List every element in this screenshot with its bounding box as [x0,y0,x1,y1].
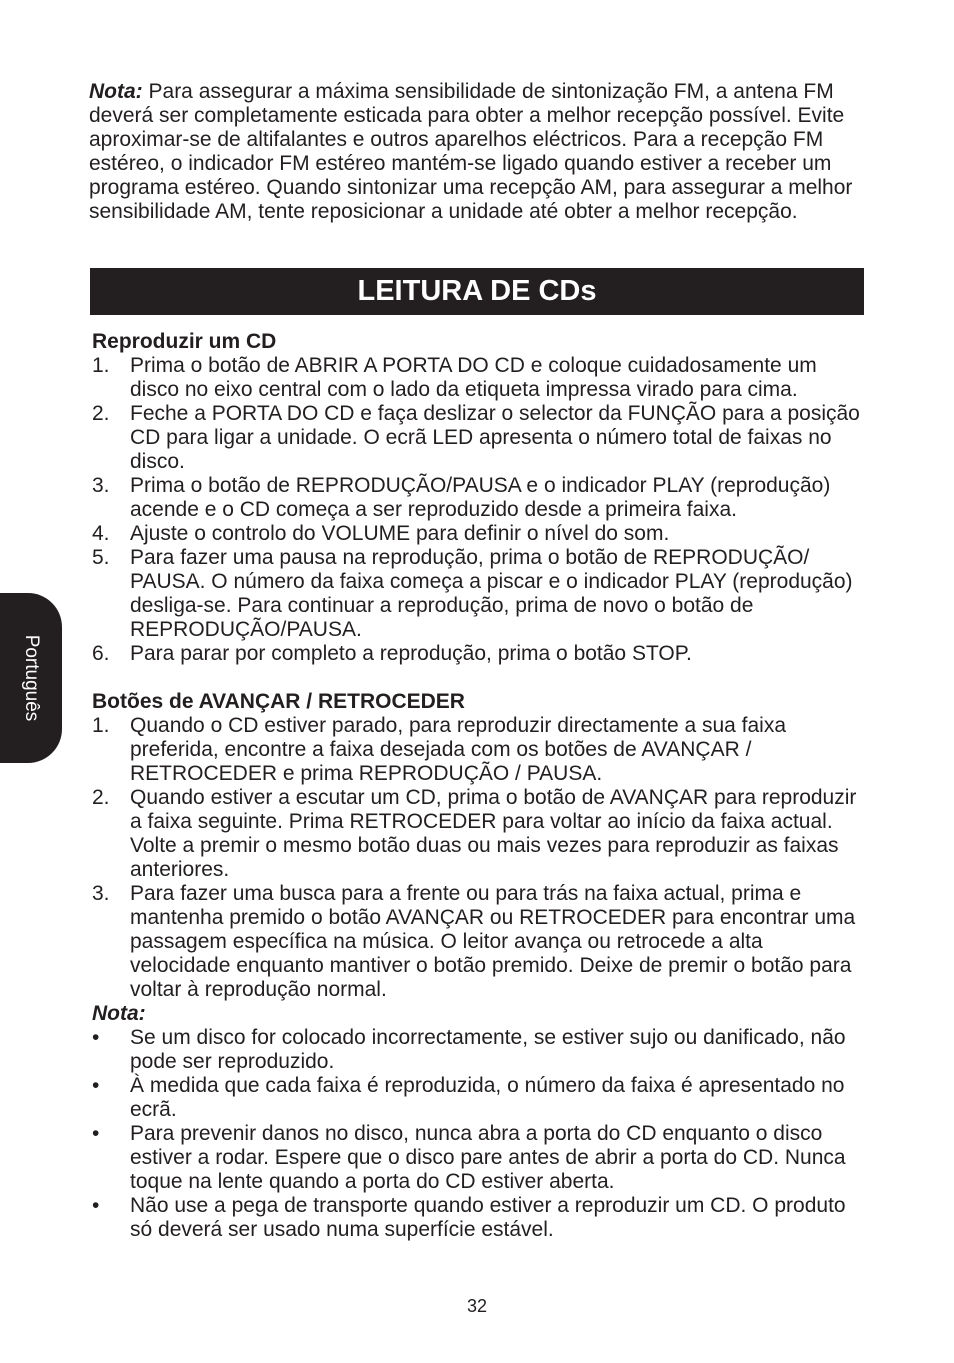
list-item [92,546,868,642]
bullet-item [92,1122,868,1194]
list-number: 3. [92,474,110,497]
list-item-text: Para parar por completo a reprodução, prima o botão STOP. [130,642,692,665]
list-item [92,642,868,666]
list-item [92,522,868,546]
language-side-tab [0,593,62,763]
list-number: 1. [92,714,110,737]
list-item [92,786,868,882]
list-number: 2. [92,402,110,425]
list-item [92,402,868,474]
section-banner-title: LEITURA DE CDs [357,275,597,307]
bullet-text: Para prevenir danos no disco, nunca abra a porta do CD enquanto o disco estiver a rodar. Espere que o disco pare antes de abrir a porta do CD. Nunca toque na lente quando a porta do CD estiver aberta. [130,1122,846,1193]
language-side-tab-label: Português [21,634,42,722]
list-number: 1. [92,354,110,377]
list-item-text: Quando estiver a escutar um CD, prima o botão de AVANÇAR para reproduzir a faixa seguinte. Prima RETROCEDER para voltar ao início da faixa actual. Volte a premir o mesmo botão duas ou mais vezes para reproduzir as faixas anteriores. [130,786,857,881]
skip-buttons-steps [92,714,868,1002]
list-number: 6. [92,642,110,665]
bullet-mark: • [92,1194,100,1217]
list-item-text: Feche a PORTA DO CD e faça deslizar o selector da FUNÇÃO para a posição CD para ligar a unidade. O ecrã LED apresenta o número total de faixas no disco. [130,402,860,473]
page-number: 32 [466,1296,488,1316]
list-item-text: Para fazer uma pausa na reprodução, prima o botão de REPRODUÇÃO/ PAUSA. O número da faixa começa a piscar e o indicador PLAY (reprodução) desliga-se. Para continuar a reprodução, prima de novo o botão de REPRODUÇÃO/PAUSA. [130,546,853,641]
intro-note [89,80,869,224]
intro-note-label: Nota: [89,80,143,103]
list-item-text: Para fazer uma busca para a frente ou para trás na faixa actual, prima e mantenha premido o botão AVANÇAR ou RETROCEDER para encontrar uma passagem específica na música. O leitor avança ou retrocede a alta velocidade enquanto mantiver o botão premido. Deixe de premir o botão para voltar à reprodução normal. [130,882,856,1001]
list-item-text: Ajuste o controlo do VOLUME para definir o nível do som. [130,522,670,545]
bullet-mark: • [92,1074,100,1097]
bullet-text: À medida que cada faixa é reproduzida, o número da faixa é apresentado no ecrã. [130,1074,845,1121]
list-item [92,714,868,786]
bullet-text: Não use a pega de transporte quando estiver a reproduzir um CD. O produto só deverá ser usado numa superfície estável. [130,1194,846,1241]
list-item-text: Prima o botão de REPRODUÇÃO/PAUSA e o indicador PLAY (reprodução) acende e o CD começa a ser reproduzido desde a primeira faixa. [130,474,831,521]
list-item [92,882,868,1002]
bullet-item [92,1194,868,1242]
list-item-text: Prima o botão de ABRIR A PORTA DO CD e coloque cuidadosamente um disco no eixo central com o lado da etiqueta impressa virado para cima. [130,354,817,401]
list-number: 3. [92,882,110,905]
intro-note-text: Para assegurar a máxima sensibilidade de sintonização FM, a antena FM deverá ser completamente esticada para obter a melhor recepção possível. Evite aproximar-se de altifalantes e outros aparelhos eléctricos. Para a recepção FM estéreo, o indicador FM estéreo mantém-se ligado quando estiver a receber um programa estéreo. Quando sintonizar uma recepção AM, para assegurar a melhor sensibilidade AM, tente reposicionar a unidade até obter a melhor recepção. [89,80,853,223]
bullet-item [92,1026,868,1074]
play-cd-steps [92,354,868,666]
bullet-mark: • [92,1026,100,1049]
section-title-skip-buttons: Botões de AVANÇAR / RETROCEDER [92,690,465,713]
section-banner [90,268,864,315]
note-label: Nota: [92,1002,146,1025]
bullet-mark: • [92,1122,100,1145]
list-item [92,354,868,402]
list-number: 5. [92,546,110,569]
list-item-text: Quando o CD estiver parado, para reproduzir directamente a sua faixa preferida, encontre a faixa desejada com os botões de AVANÇAR / RETROCEDER e prima REPRODUÇÃO / PAUSA. [130,714,787,785]
section-title-play-cd: Reproduzir um CD [92,330,277,353]
main-content [92,330,868,1242]
list-item [92,474,868,522]
bullet-text: Se um disco for colocado incorrectamente, se estiver sujo ou danificado, não pode ser reproduzido. [130,1026,846,1073]
note-bullets [92,1026,868,1242]
list-number: 4. [92,522,110,545]
list-number: 2. [92,786,110,809]
bullet-item [92,1074,868,1122]
